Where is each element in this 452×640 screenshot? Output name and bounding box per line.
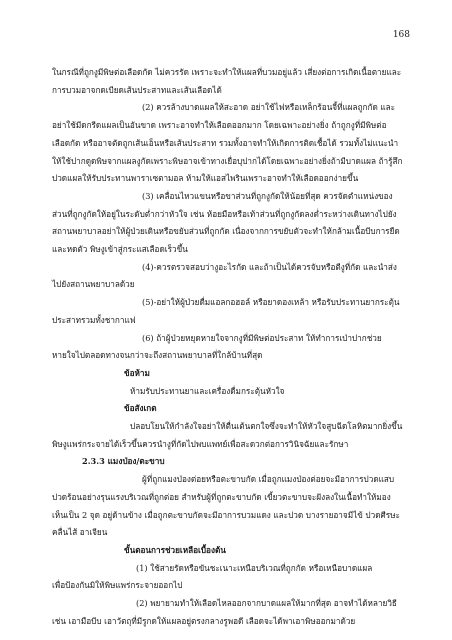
document-body [52,64,404,631]
heading-observation: ข้อสังเกต [124,403,157,414]
paragraph-step-2-continued: เช่น เอามือบีบ เอาวัตถุที่มีรูกดให้แผลอยู่ตรงกลางรูพอดี เลือดจะได้พาเอาพิษออกมาด้วย [52,615,356,626]
paragraph-observation: ปลอบโยนให้กำลังใจอย่าให้ตื่นเต้นตกใจซึ่งจะทำให้หัวใจสูบฉีดโลหิตมากยิ่งขึ้น พิษงูแพร่กระจายได้เร็วขึ้นควรนำงูที่กัดไปพบแพทย์เพื่อสะดวกต่อการวินิจฉัยและรักษา [52,421,403,449]
paragraph-wound-cleaning: (2) ควรล้างบาดแผลให้สะอาด อย่าใช้ไฟหรือเหล็กร้อนจี้ที่แผลถูกกัด และอย่าใช้มีดกรีดแผลเป็นอันขาด เพราะอาจทำให้เลือดออกมาก โดยเฉพาะอย่างยิ่ง ถ้าถูกงูที่มีพิษต่อเลือดกัด หรืออาจตัดถูกเส้นเอ็นหรือเส้นประสาท รวมทั้งอาจทำให้เกิดการติดเชื้อได้ รวมทั้งไม่แนะนำให้ใช้ปากดูดพิษจากแผลงูกัดเพราะพิษอาจเข้าทางเยื่อบุปากได้โดยเฉพาะอย่างยิ่งถ้ามีบาดแผล ถ้ารู้สึกปวดแผลให้รับประทานพาราเซตามอล ห้ามให้แอสไพรินเพราะอาจทำให้เลือดออกง่ายขึ้น [52,102,403,184]
heading-prohibition: ข้อห้าม [124,367,150,378]
paragraph-step-2: (2) พยายามทำให้เลือดไหลออกจากบาดแผลให้มากที่สุด อาจทำได้หลายวิธี [136,598,397,609]
paragraph-step-1: (1) ใช้สายรัดหรือขันชะเนาะเหนือบริเวณที่ถูกกัด หรือเหนือบาดแผล [136,562,373,573]
paragraph-prohibition: ห้ามรับประทานยาและเครื่องดื่มกระตุ้นหัวใจ [130,385,285,396]
paragraph-scorpion-centipede-symptoms: ผู้ที่ถูกแมงป่องต่อยหรือตะขาบกัด เมื่อถูกแมงป่องต่อยจะมีอาการปวดแสบปวดร้อนอย่างรุนแรงบริเวณที่ถูกต่อย สำหรับผู้ที่ถูกตะขาบกัด เขี้ยวตะขาบจะฝังลงในเนื้อทำให้มองเห็นเป็น 2 จุด อยู่ด้านข้าง เมื่อถูกตะขาบกัดจะมีอาการบวมแดง และปวด บางรายอาจมีไข้ ปวดศีรษะ คลื่นไส้ อาเจียน [52,474,400,538]
paragraph-rescue-breathing: (6) ถ้าผู้ป่วยหยุดหายใจจากงูที่มีพิษต่อประสาท ให้ทำการเป่าปากช่วยหายใจไปตลอดทางจนกว่าจะถึงสถานพยาบาลที่ใกล้บ้านที่สุด [52,332,382,361]
section-heading-scorpion-centipede: 2.3.3 แมงป่อง/ตะขาบ [82,456,165,467]
paragraph-limit-movement: (3) เคลื่อนไหวแขนหรือขาส่วนที่ถูกงูกัดให้น้อยที่สุด ควรจัดตำแหน่งของส่วนที่ถูกงูกัดให้อยู่ในระดับต่ำกว่าหัวใจ เช่น ห้อยมือหรือเท้าส่วนที่ถูกงูกัดลงต่ำระหว่างเดินทางไปยังสถานพยาบาลอย่าให้ผู้ป่วยเดินหรือขยับส่วนที่ถูกกัด เนื่องจากการขยับตัวจะทำให้กล้ามเนื้อบีบการยืดและหดตัว พิษงูเข้าสู่กระแสเลือดเร็วขึ้น [52,190,400,255]
heading-first-aid-steps: ขั้นตอนการช่วยเหลือเบื้องต้น [124,544,226,555]
paragraph-identify-snake: (4)-ควรตรวจสอบว่างูอะไรกัด และถ้าเป็นได้ควรจับหรือตีงูที่กัด และนำส่งไปยังสถานพยาบาลด้วย [52,261,397,290]
paragraph-no-alcohol: (5)-อย่าให้ผู้ป่วยดื่มแอลกอฮอล์ หรือยาดองเหล้า หรือรับประทานยากระตุ้นประสาทรวมทั้งชากาแฟ [52,297,400,325]
paragraph-snake-bite-no-tourniquet: ในกรณีที่ถูกงูมีพิษต่อเลือดกัด ไม่ควรรัด เพราะจะทำให้แผลที่บวมอยู่แล้ว เสี่ยงต่อการเกิดเนื้อตายและการบวมอาจกดเบียดเส้นประสาทและเส้นเลือดได้ [52,67,402,95]
paragraph-step-1-continued: เพื่อป้องกันมิให้พิษแพร่กระจายออกไป [52,580,183,591]
page-number: 168 [392,30,410,40]
